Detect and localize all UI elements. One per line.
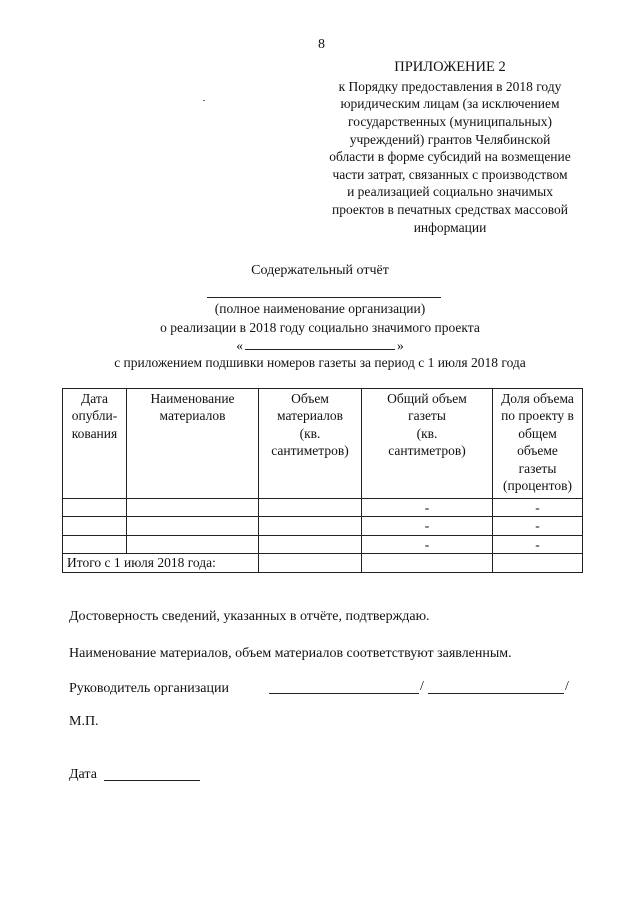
project-line: о реализации в 2018 году социально значимого проекта: [160, 320, 480, 335]
table-cell: [127, 517, 259, 535]
table-cell: [259, 535, 362, 553]
table-row: [63, 499, 583, 517]
date-blank: [104, 780, 200, 781]
appendix-block: [300, 58, 600, 236]
header-material-name: Наименование материалов: [127, 389, 259, 499]
quote-open: «: [236, 338, 243, 353]
table-cell: -: [493, 535, 583, 553]
appendix-line: учреждений) грантов Челябинской: [349, 131, 551, 147]
table-cell: [63, 517, 127, 535]
total-label: Итого с 1 июля 2018 года:: [63, 554, 259, 572]
attachment-line: с приложением подшивки номеров газеты за период с 1 июля 2018 года: [114, 355, 526, 370]
table-cell: [259, 499, 362, 517]
table-cell: -: [493, 499, 583, 517]
table-cell: [63, 535, 127, 553]
stamp-placeholder: М.П.: [69, 714, 99, 729]
table-row: [63, 517, 583, 535]
appendix-line: проектов в печатных средствах массовой: [332, 202, 568, 217]
appendix-title: ПРИЛОЖЕНИЕ 2: [394, 59, 506, 75]
organization-caption: (полное наименование организации): [214, 301, 426, 316]
appendix-line: и реализацией социально значимых: [347, 184, 553, 200]
organization-name-blank: [207, 297, 441, 298]
table-cell: -: [362, 517, 493, 535]
table-cell: -: [362, 499, 493, 517]
match-statement: Наименование материалов, объем материалов соответствуют заявленным.: [69, 646, 512, 661]
page-number: 8: [318, 37, 325, 52]
header-material-volume: Объем материалов (кв. сантиметров): [259, 389, 362, 499]
appendix-line: части затрат, связанных с производством: [332, 166, 568, 182]
table-cell: [493, 554, 583, 572]
table-cell: -: [493, 517, 583, 535]
signature-separator: /: [420, 679, 424, 694]
table-cell: [259, 517, 362, 535]
appendix-line: к Порядку предоставления в 2018 году: [338, 78, 562, 94]
quote-close: »: [397, 338, 404, 353]
project-name-line: [0, 336, 640, 355]
appendix-line: юридическим лицам (за исключением: [340, 96, 560, 112]
project-name-blank: [245, 336, 395, 350]
table-cell: [127, 535, 259, 553]
table-cell: [259, 554, 362, 572]
name-blank: [428, 693, 564, 694]
scan-speck: [203, 100, 205, 101]
table-cell: [127, 499, 259, 517]
date-label: Дата: [69, 767, 97, 782]
table-header-row: [63, 389, 583, 499]
table-cell: -: [362, 535, 493, 553]
appendix-line: информации: [413, 219, 487, 235]
table-total-row: [63, 554, 583, 572]
table-cell: [362, 554, 493, 572]
head-label: Руководитель организации: [69, 681, 229, 696]
signature-blank: [269, 693, 419, 694]
table-cell: [63, 499, 127, 517]
appendix-line: государственных (муниципальных): [348, 114, 552, 130]
appendix-line: области в форме субсидий на возмещение: [329, 149, 571, 165]
report-heading: Содержательный отчёт: [251, 263, 389, 278]
signature-separator: /: [565, 679, 569, 694]
confirmation-statement: Достоверность сведений, указанных в отчёте, подтверждаю.: [69, 609, 430, 624]
table-row: [63, 535, 583, 553]
report-table: [62, 388, 583, 573]
header-share: Доля объема по проекту в общем объеме газеты (процентов): [493, 389, 583, 499]
header-newspaper-volume: Общий объем газеты (кв. сантиметров): [362, 389, 493, 499]
header-date: Дата опубли- кования: [63, 389, 127, 499]
